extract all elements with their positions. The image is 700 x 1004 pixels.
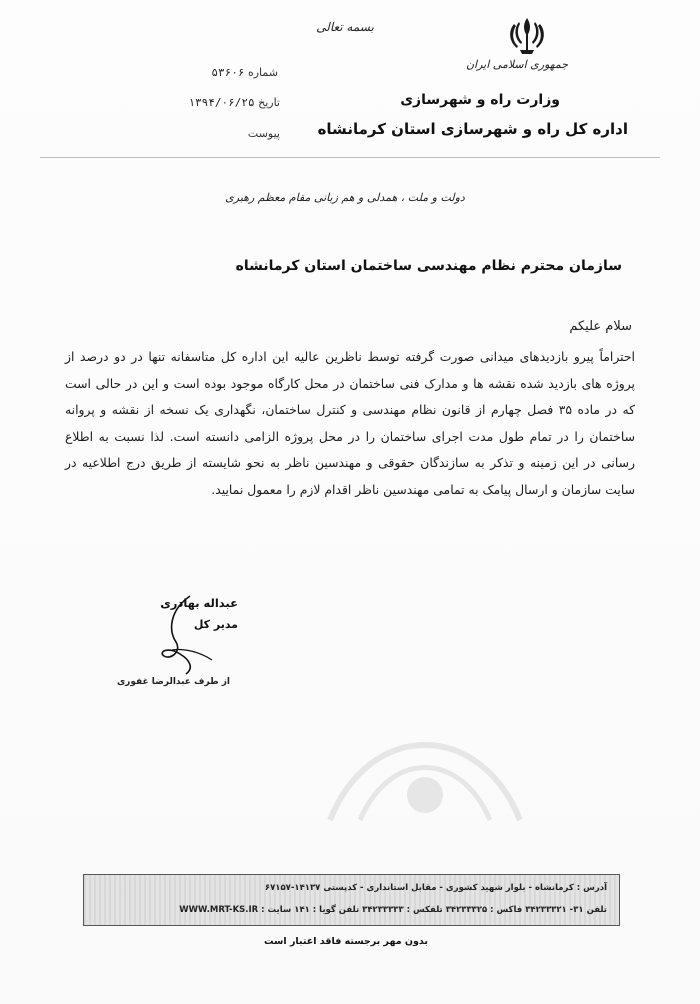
letter-attachment-label: پیوست bbox=[247, 127, 280, 140]
letter-attachment-row bbox=[200, 127, 280, 140]
signer-name: عبداله بهادری bbox=[160, 596, 238, 610]
proxy-signer: از طرف عبدالرضا غفوری bbox=[116, 677, 230, 687]
footer-address-box bbox=[83, 874, 620, 926]
iran-emblem-icon bbox=[505, 14, 549, 56]
country-name: جمهوری اسلامی ایران bbox=[465, 58, 568, 71]
letter-date-label: تاریخ bbox=[258, 96, 280, 109]
letter-date-row bbox=[112, 96, 280, 109]
footer-address: آدرس : کرمانشاه - بلوار شهید کشوری - مقابل استانداری - کدپستی ۱۴۱۳۷-۶۷۱۵۷ bbox=[264, 883, 607, 893]
signer-title: مدیر کل bbox=[193, 618, 238, 631]
greeting: سلام علیکم bbox=[569, 319, 632, 334]
watermark-emblem bbox=[310, 700, 540, 850]
handwritten-signature bbox=[150, 590, 220, 680]
header-divider bbox=[40, 157, 660, 158]
basmala-text: بسمه تعالی bbox=[316, 20, 374, 34]
office-name: اداره کل راه و شهرسازی استان کرمانشاه bbox=[317, 120, 628, 138]
letter-date-value: ۱۳۹۴/۰۶/۲۵ bbox=[188, 96, 255, 109]
letter-number-value: ۵۳۶۰۶ bbox=[211, 66, 245, 79]
slogan-text: دولت و ملت ، همدلی و هم زبانی مقام معظم رهبری bbox=[225, 191, 465, 204]
letter-body: احتراماً پیرو بازدیدهای میدانی صورت گرفته توسط ناظرین عالیه این اداره کل متاسفانه تنها در دو درصد از پروژه های بازدید شده نقشه ها و مدارک فنی ساختمان در محل کارگاه موجود بوده است و این در حالی است که در ماده ۳۵ فصل چهارم از قانون نظام مهندسی و کنترل ساختمان، نگهداری یک نسخه از نقشه و پروانه ساختمان را در تمام طول مدت اجرای ساختمان را در محل پروژه الزامی دانسته است. لذا نسبت به اطلاع رسانی در این زمینه و تذکر به سازندگان حقوقی و مهندسین ناظر به نحو شایسته از طریق درج اطلاعیه در سایت سازمان و ارسال پیامک به تمامی مهندسین ناظر اقدام لازم را معمول نمایید. bbox=[65, 349, 635, 497]
addressee: سازمان محترم نظام مهندسی ساختمان استان کرمانشاه bbox=[235, 258, 622, 274]
letter-number-row bbox=[118, 66, 278, 79]
footer-validity-note: بدون مهر برجسته فاقد اعتبار است bbox=[264, 936, 428, 947]
letter-number-label: شماره bbox=[247, 66, 278, 79]
footer-contacts: تلفن ۳۱- ۳۴۲۳۳۳۲۱ فاکس : ۳۴۲۳۳۳۲۵ تلفکس : ۳۴۲۳۳۳۳۳ تلفن گویا : ۱۴۱ سایت : WWW.MRT-KS.IR bbox=[179, 905, 607, 915]
ministry-name: وزارت راه و شهرسازی bbox=[400, 92, 560, 108]
